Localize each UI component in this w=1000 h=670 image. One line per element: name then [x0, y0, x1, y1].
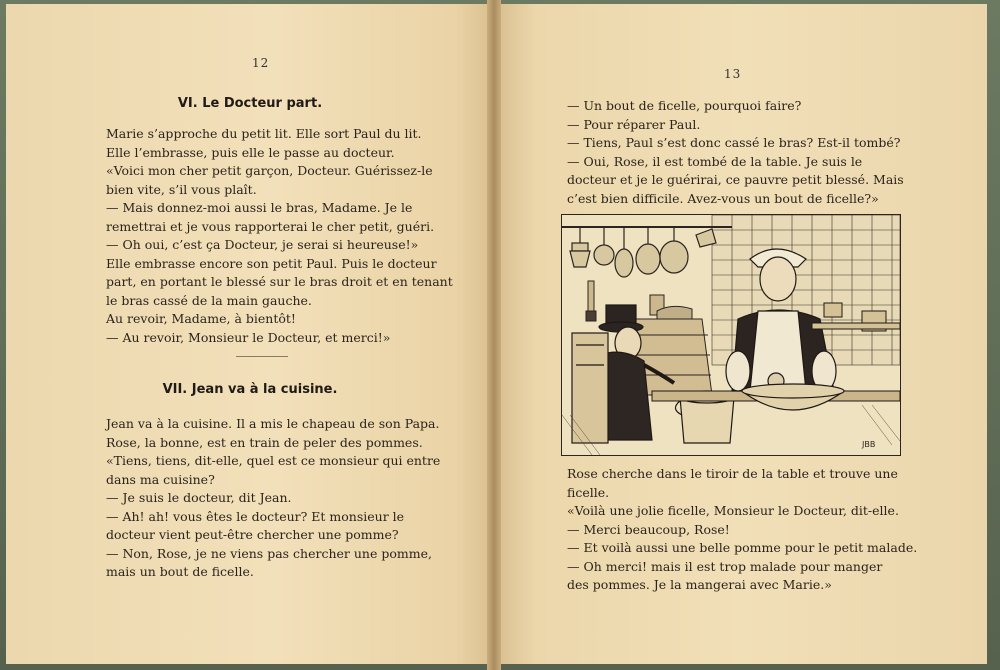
- text-line: Marie s’approche du petit lit. Elle sort Paul du lit.: [106, 126, 422, 141]
- text-line: — Et voilà aussi une belle pomme pour le petit malade.: [567, 540, 918, 555]
- book-gutter: [487, 0, 501, 670]
- text-line: Rose cherche dans le tiroir de la table et trouve une: [567, 466, 898, 481]
- left-page: [6, 4, 494, 664]
- text-line: — Pour réparer Paul.: [567, 116, 701, 132]
- dialogue-top: [567, 97, 907, 208]
- section-title-vii: VII. Jean va à la cuisine.: [162, 382, 338, 397]
- text-line: dans ma cuisine?: [106, 471, 215, 487]
- section-vi-text: [106, 125, 453, 347]
- text-line: — Je suis le docteur, dit Jean.: [106, 490, 292, 505]
- text-line: Jean va à la cuisine. Il a mis le chapeau de son Papa.: [106, 416, 440, 431]
- page-number-right: 13: [724, 67, 742, 81]
- text-line: part, en portant le blessé sur le bras droit et en tenant: [106, 274, 453, 289]
- kitchen-illustration: [561, 214, 901, 456]
- text-line: — Merci beaucoup, Rose!: [567, 521, 730, 537]
- text-line: — Au revoir, Monsieur le Docteur, et merci!»: [106, 329, 391, 345]
- text-line: — Non, Rose, je ne viens pas chercher une pomme,: [106, 545, 432, 561]
- section-title-vi: VI. Le Docteur part.: [177, 96, 323, 111]
- text-line: des pommes. Je la mangerai avec Marie.»: [567, 577, 832, 592]
- text-line: «Voici mon cher petit garçon, Docteur. Guérissez-le: [106, 163, 433, 178]
- text-line: Elle l’embrasse, puis elle le passe au docteur.: [106, 144, 395, 160]
- section-divider: [236, 356, 288, 357]
- section-vii-text: [106, 415, 441, 582]
- text-line: docteur vient peut-être chercher une pomme?: [106, 527, 399, 542]
- text-line: — Un bout de ficelle, pourquoi faire?: [567, 98, 802, 113]
- text-line: bien vite, s’il vous plaît.: [106, 181, 257, 197]
- page-number-left: 12: [252, 56, 270, 70]
- text-line: «Tiens, tiens, dit-elle, quel est ce monsieur qui entre: [106, 453, 441, 468]
- text-line: mais un bout de ficelle.: [106, 564, 254, 579]
- right-page: [497, 4, 987, 664]
- text-line: docteur et je le guérirai, ce pauvre petit blessé. Mais: [567, 172, 904, 187]
- text-line: Elle embrasse encore son petit Paul. Puis le docteur: [106, 255, 437, 271]
- text-line: — Oui, Rose, il est tombé de la table. Je suis le: [567, 153, 863, 169]
- illustration-signature: JBB: [862, 440, 876, 449]
- text-line: — Tiens, Paul s’est donc cassé le bras? Est-il tombé?: [567, 135, 901, 150]
- text-line: Rose, la bonne, est en train de peler des pommes.: [106, 434, 423, 450]
- engraving-drawing: [562, 215, 900, 455]
- dialogue-bottom: [567, 465, 918, 595]
- text-line: ficelle.: [567, 484, 610, 500]
- text-line: — Oh oui, c’est ça Docteur, je serai si heureuse!»: [106, 237, 419, 252]
- text-line: le bras cassé de la main gauche.: [106, 292, 312, 308]
- text-line: — Ah! ah! vous êtes le docteur? Et monsieur le: [106, 508, 405, 524]
- text-line: — Oh merci! mais il est trop malade pour manger: [567, 558, 883, 574]
- text-line: Au revoir, Madame, à bientôt!: [106, 311, 296, 326]
- text-line: «Voilà une jolie ficelle, Monsieur le Docteur, dit-elle.: [567, 503, 899, 518]
- text-line: — Mais donnez-moi aussi le bras, Madame. Je le: [106, 200, 413, 215]
- text-line: remettrai et je vous rapporterai le cher petit, guéri.: [106, 218, 435, 234]
- text-line: c’est bien difficile. Avez-vous un bout de ficelle?»: [567, 190, 879, 206]
